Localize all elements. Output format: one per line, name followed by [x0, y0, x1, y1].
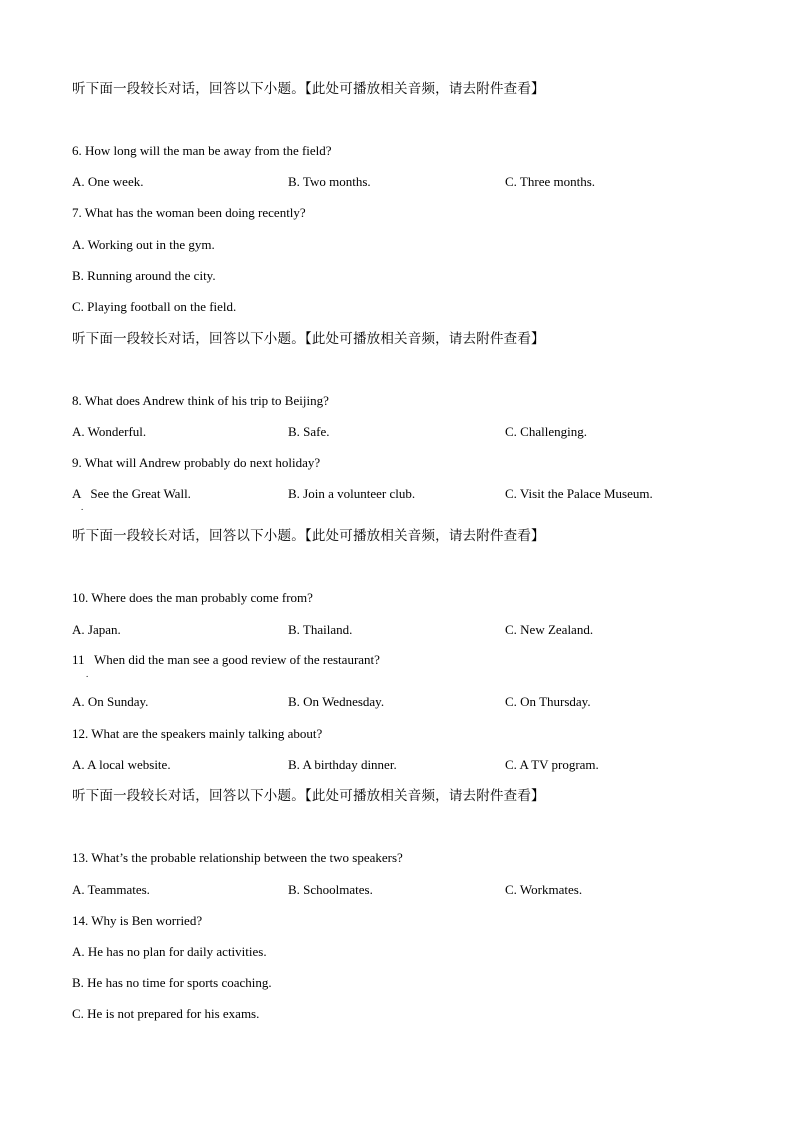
question-14-option-c: C. He is not prepared for his exams.	[72, 1006, 260, 1021]
question-14-stem: 14. Why is Ben worried?	[72, 913, 203, 928]
question-12-option-a: A. A local website.	[72, 757, 171, 772]
question-11-option-a: A. On Sunday.	[72, 694, 149, 709]
question-12-option-b: B. A birthday dinner.	[288, 757, 397, 772]
question-11-stem: 11 When did the man see a good review of the restaurant?	[72, 652, 380, 667]
question-9-option-b: B. Join a volunteer club.	[288, 486, 416, 501]
question-10-option-a: A. Japan.	[72, 622, 121, 637]
question-6-option-c: C. Three months.	[505, 174, 596, 189]
question-6-option-b: B. Two months.	[288, 174, 371, 189]
question-9-options	[72, 486, 732, 502]
question-12-stem: 12. What are the speakers mainly talking about?	[72, 726, 323, 741]
question-7-option-c: C. Playing football on the field.	[72, 299, 237, 314]
question-10-option-b: B. Thailand.	[288, 622, 353, 637]
listening-instruction: 听下面一段较长对话，回答以下小题。【此处可播放相关音频，请去附件查看】	[72, 81, 545, 97]
question-7-option-a: A. Working out in the gym.	[72, 237, 215, 252]
question-9-stem: 9. What will Andrew probably do next holiday?	[72, 455, 321, 470]
question-10-option-c: C. New Zealand.	[505, 622, 594, 637]
listening-instruction: 听下面一段较长对话，回答以下小题。【此处可播放相关音频，请去附件查看】	[72, 788, 545, 804]
question-12-options	[72, 757, 732, 773]
question-8-option-c: C. Challenging.	[505, 424, 587, 439]
question-14-option-a: A. He has no plan for daily activities.	[72, 944, 267, 959]
question-11-options	[72, 694, 732, 710]
question-6-option-a: A. One week.	[72, 174, 144, 189]
stray-dot-mark: .	[86, 669, 89, 679]
listening-instruction: 听下面一段较长对话，回答以下小题。【此处可播放相关音频，请去附件查看】	[72, 528, 545, 544]
question-10-options	[72, 622, 732, 638]
question-9-option-c: C. Visit the Palace Museum.	[505, 486, 653, 501]
question-8-options	[72, 424, 732, 440]
question-10-stem: 10. Where does the man probably come from?	[72, 590, 313, 605]
question-11-option-c: C. On Thursday.	[505, 694, 591, 709]
listening-instruction: 听下面一段较长对话，回答以下小题。【此处可播放相关音频，请去附件查看】	[72, 331, 545, 347]
question-9-option-a: A See the Great Wall.	[72, 486, 191, 501]
question-13-stem: 13. What’s the probable relationship between the two speakers?	[72, 850, 403, 865]
question-13-option-c: C. Workmates.	[505, 882, 583, 897]
question-14-option-b: B. He has no time for sports coaching.	[72, 975, 272, 990]
question-7-option-b: B. Running around the city.	[72, 268, 216, 283]
question-8-option-a: A. Wonderful.	[72, 424, 147, 439]
question-12-option-c: C. A TV program.	[505, 757, 599, 772]
stray-dot-mark: .	[81, 502, 84, 512]
question-13-option-b: B. Schoolmates.	[288, 882, 373, 897]
question-7-stem: 7. What has the woman been doing recently?	[72, 205, 306, 220]
question-13-options	[72, 882, 732, 898]
question-11-option-b: B. On Wednesday.	[288, 694, 385, 709]
question-8-option-b: B. Safe.	[288, 424, 330, 439]
question-6-options	[72, 174, 732, 190]
question-6-stem: 6. How long will the man be away from the field?	[72, 143, 332, 158]
question-8-stem: 8. What does Andrew think of his trip to Beijing?	[72, 393, 329, 408]
question-13-option-a: A. Teammates.	[72, 882, 150, 897]
